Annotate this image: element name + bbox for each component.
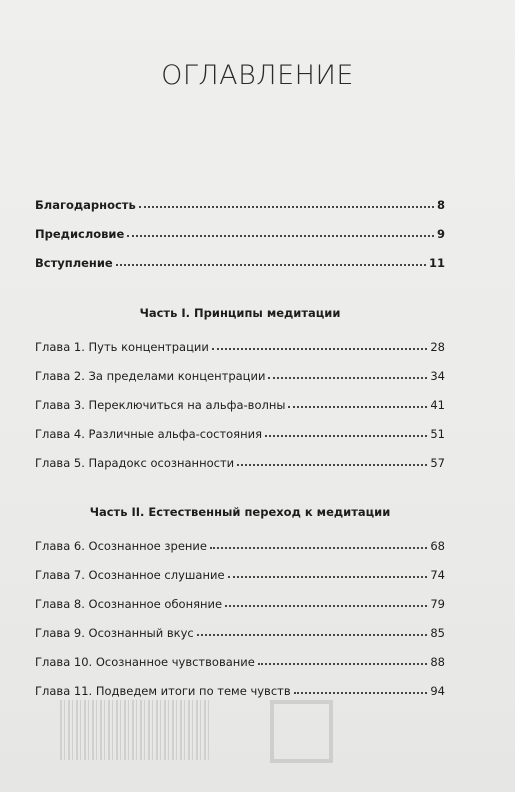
toc-leader-dots xyxy=(225,595,427,607)
toc-part-1 xyxy=(35,339,445,469)
toc-leader-dots xyxy=(268,367,427,379)
part-2-heading: Часть II. Естественный переход к медитации xyxy=(89,505,391,519)
toc-leader-dots xyxy=(210,537,427,549)
toc-entry[interactable] xyxy=(35,625,445,639)
toc-entry-page: 51 xyxy=(430,427,445,441)
toc-entry-label: Предисловие xyxy=(35,227,125,241)
toc-entry[interactable] xyxy=(35,654,445,668)
toc-entry-page: 57 xyxy=(430,456,445,470)
toc-entry[interactable] xyxy=(35,339,445,353)
toc-entry-label: Глава 1. Путь концентрации xyxy=(35,340,209,354)
toc-entry-label: Глава 10. Осознанное чувствование xyxy=(35,655,255,669)
toc-entry[interactable] xyxy=(35,397,445,411)
toc-front-matter xyxy=(35,197,445,269)
toc-entry[interactable] xyxy=(35,197,445,211)
qr-code-show-through xyxy=(270,700,333,763)
toc-leader-dots xyxy=(116,254,426,266)
toc-leader-dots xyxy=(127,225,434,237)
toc-entry-label: Глава 4. Различные альфа-состояния xyxy=(35,427,263,441)
toc-entry-page: 74 xyxy=(430,568,445,582)
toc-entry-label: Глава 3. Переключиться на альфа-волны xyxy=(35,398,286,412)
toc-entry-label: Глава 7. Осознанное слушание xyxy=(35,568,225,582)
toc-entry-page: 68 xyxy=(430,539,445,553)
toc-entry-label: Глава 6. Осознанное зрение xyxy=(35,539,207,553)
toc-entry-label: Глава 2. За пределами концентрации xyxy=(35,369,266,383)
toc-entry-page: 28 xyxy=(430,340,445,354)
toc-leader-dots xyxy=(228,566,428,578)
toc-entry-label: Глава 5. Парадокс осознанности xyxy=(35,456,235,470)
toc-leader-dots xyxy=(139,196,434,208)
toc-leader-dots xyxy=(197,624,428,636)
toc-leader-dots xyxy=(212,338,428,350)
toc-entry-label: Глава 9. Осознанный вкус xyxy=(35,626,194,640)
toc-entry-page: 94 xyxy=(430,684,445,698)
toc-entry[interactable] xyxy=(35,567,445,581)
page-title: ОГЛАВЛЕНИЕ xyxy=(161,60,354,91)
toc-entry-page: 85 xyxy=(430,626,445,640)
toc-entry-page: 8 xyxy=(436,198,445,212)
toc-leader-dots xyxy=(294,682,428,694)
toc-entry-label: Глава 8. Осознанное обоняние xyxy=(35,597,223,611)
toc-entry[interactable] xyxy=(35,255,445,269)
toc-entry-page: 34 xyxy=(430,369,445,383)
toc-entry[interactable] xyxy=(35,226,445,240)
toc-entry-label: Вступление xyxy=(35,256,113,270)
toc-entry-page: 41 xyxy=(430,398,445,412)
toc-entry[interactable] xyxy=(35,538,445,552)
toc-entry-page: 88 xyxy=(430,655,445,669)
toc-entry[interactable] xyxy=(35,596,445,610)
toc-entry-label: Благодарность xyxy=(35,198,136,212)
toc-entry[interactable] xyxy=(35,683,445,697)
toc-entry[interactable] xyxy=(35,368,445,382)
toc-part-2 xyxy=(35,538,445,697)
part-1-heading: Часть I. Принципы медитации xyxy=(139,306,341,320)
toc-entry-label: Глава 11. Подведем итоги по теме чувств xyxy=(35,684,291,698)
toc-entry-page: 79 xyxy=(430,597,445,611)
toc-entry[interactable] xyxy=(35,426,445,440)
toc-leader-dots xyxy=(265,425,427,437)
barcode-show-through xyxy=(60,700,210,760)
toc-entry-page: 9 xyxy=(436,227,445,241)
toc-entry[interactable] xyxy=(35,455,445,469)
toc-leader-dots xyxy=(288,396,427,408)
toc-leader-dots xyxy=(258,653,428,665)
toc-entry-page: 11 xyxy=(428,256,445,270)
toc-leader-dots xyxy=(237,454,427,466)
